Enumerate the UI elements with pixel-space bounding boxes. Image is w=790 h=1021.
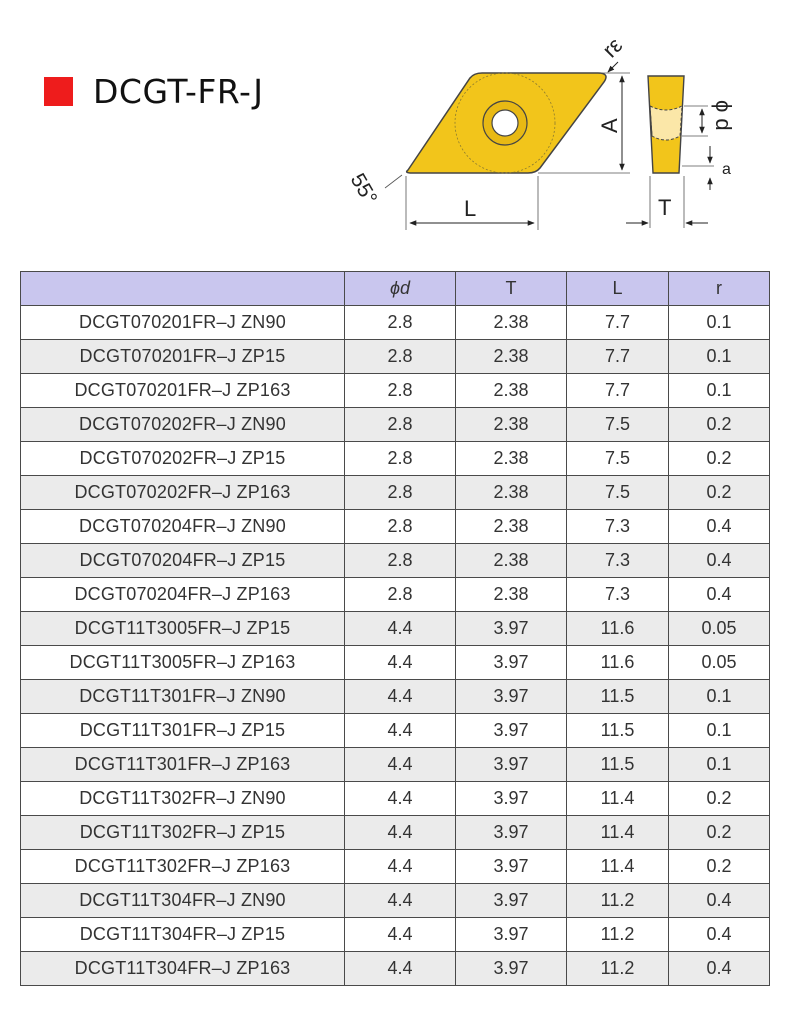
cell-phi-d: 4.4 <box>345 816 456 850</box>
cell-phi-d: 4.4 <box>345 680 456 714</box>
cell-phi-d: 2.8 <box>345 510 456 544</box>
cell-L: 11.5 <box>567 714 669 748</box>
cell-model: DCGT11T302FR–J ZN90 <box>21 782 345 816</box>
cell-phi-d: 2.8 <box>345 544 456 578</box>
cell-model: DCGT11T301FR–J ZN90 <box>21 680 345 714</box>
cell-model: DCGT11T302FR–J ZP15 <box>21 816 345 850</box>
cell-phi-d: 2.8 <box>345 374 456 408</box>
cell-T: 2.38 <box>456 408 567 442</box>
cell-T: 3.97 <box>456 748 567 782</box>
header-T: T <box>456 272 567 306</box>
cell-model: DCGT070201FR–J ZP15 <box>21 340 345 374</box>
cell-r: 0.1 <box>669 374 770 408</box>
cell-L: 7.5 <box>567 408 669 442</box>
label-A: A <box>597 118 622 133</box>
cell-r: 0.4 <box>669 510 770 544</box>
cell-phi-d: 4.4 <box>345 646 456 680</box>
cell-model: DCGT070204FR–J ZP15 <box>21 544 345 578</box>
cell-r: 0.4 <box>669 884 770 918</box>
cell-r: 0.05 <box>669 612 770 646</box>
cell-model: DCGT070204FR–J ZP163 <box>21 578 345 612</box>
label-T: T <box>658 195 672 220</box>
cell-r: 0.1 <box>669 748 770 782</box>
cell-r: 0.1 <box>669 340 770 374</box>
label-angle: 55° <box>345 169 382 209</box>
table-row <box>21 850 770 884</box>
cell-model: DCGT070202FR–J ZP15 <box>21 442 345 476</box>
table-row <box>21 884 770 918</box>
cell-T: 3.97 <box>456 612 567 646</box>
table-row <box>21 952 770 986</box>
table-row <box>21 714 770 748</box>
cell-model: DCGT11T3005FR–J ZP163 <box>21 646 345 680</box>
cell-phi-d: 4.4 <box>345 918 456 952</box>
table-row <box>21 476 770 510</box>
cell-T: 3.97 <box>456 850 567 884</box>
cell-T: 3.97 <box>456 816 567 850</box>
cell-L: 11.5 <box>567 748 669 782</box>
cell-phi-d: 4.4 <box>345 748 456 782</box>
cell-r: 0.2 <box>669 782 770 816</box>
cell-phi-d: 4.4 <box>345 850 456 884</box>
table-header-row <box>21 272 770 306</box>
table-row <box>21 340 770 374</box>
cell-r: 0.4 <box>669 578 770 612</box>
cell-L: 11.4 <box>567 816 669 850</box>
cell-T: 2.38 <box>456 442 567 476</box>
cell-r: 0.4 <box>669 544 770 578</box>
cell-phi-d: 4.4 <box>345 952 456 986</box>
cell-r: 0.05 <box>669 646 770 680</box>
cell-T: 2.38 <box>456 510 567 544</box>
cell-model: DCGT11T3005FR–J ZP15 <box>21 612 345 646</box>
cell-r: 0.2 <box>669 476 770 510</box>
table-row <box>21 578 770 612</box>
label-phi-d: ϕ d <box>711 100 736 131</box>
table-row <box>21 680 770 714</box>
page-title: DCGT-FR-J <box>93 72 264 111</box>
cell-T: 3.97 <box>456 714 567 748</box>
cell-T: 3.97 <box>456 680 567 714</box>
table-row <box>21 816 770 850</box>
cell-phi-d: 2.8 <box>345 442 456 476</box>
cell-T: 3.97 <box>456 952 567 986</box>
cell-T: 3.97 <box>456 884 567 918</box>
cell-phi-d: 4.4 <box>345 782 456 816</box>
cell-r: 0.2 <box>669 850 770 884</box>
cell-r: 0.2 <box>669 408 770 442</box>
cell-phi-d: 2.8 <box>345 306 456 340</box>
table-row <box>21 374 770 408</box>
title-block <box>44 72 263 111</box>
cell-phi-d: 2.8 <box>345 476 456 510</box>
header-model <box>21 272 345 306</box>
cell-T: 2.38 <box>456 374 567 408</box>
table-row <box>21 782 770 816</box>
table-row <box>21 544 770 578</box>
label-r-epsilon: rε <box>597 32 628 63</box>
header-r: r <box>669 272 770 306</box>
cell-T: 2.38 <box>456 476 567 510</box>
cell-T: 2.38 <box>456 544 567 578</box>
cell-L: 11.2 <box>567 918 669 952</box>
insert-hole <box>492 110 518 136</box>
cell-L: 7.3 <box>567 578 669 612</box>
cell-r: 0.2 <box>669 442 770 476</box>
cell-T: 2.38 <box>456 578 567 612</box>
cell-model: DCGT11T301FR–J ZP163 <box>21 748 345 782</box>
cell-r: 0.1 <box>669 680 770 714</box>
cell-L: 7.7 <box>567 306 669 340</box>
cell-phi-d: 4.4 <box>345 714 456 748</box>
cell-r: 0.1 <box>669 306 770 340</box>
cell-r: 0.4 <box>669 952 770 986</box>
label-L: L <box>464 196 477 221</box>
cell-model: DCGT070204FR–J ZN90 <box>21 510 345 544</box>
label-a: a <box>722 161 731 178</box>
cell-model: DCGT11T304FR–J ZN90 <box>21 884 345 918</box>
cell-T: 3.97 <box>456 646 567 680</box>
cell-phi-d: 2.8 <box>345 578 456 612</box>
cell-L: 11.2 <box>567 884 669 918</box>
cell-T: 3.97 <box>456 918 567 952</box>
cell-T: 2.38 <box>456 306 567 340</box>
cell-L: 7.5 <box>567 442 669 476</box>
cell-L: 7.7 <box>567 340 669 374</box>
cell-L: 7.3 <box>567 510 669 544</box>
table-row <box>21 510 770 544</box>
red-square-marker <box>44 77 73 106</box>
cell-phi-d: 4.4 <box>345 612 456 646</box>
cell-T: 2.38 <box>456 340 567 374</box>
cell-phi-d: 2.8 <box>345 408 456 442</box>
cell-L: 11.5 <box>567 680 669 714</box>
cell-L: 11.6 <box>567 646 669 680</box>
cell-r: 0.4 <box>669 918 770 952</box>
cell-model: DCGT11T304FR–J ZP15 <box>21 918 345 952</box>
cell-model: DCGT11T301FR–J ZP15 <box>21 714 345 748</box>
cell-L: 7.5 <box>567 476 669 510</box>
cell-L: 11.2 <box>567 952 669 986</box>
cell-L: 7.3 <box>567 544 669 578</box>
cell-L: 11.6 <box>567 612 669 646</box>
table-row <box>21 408 770 442</box>
table-row <box>21 442 770 476</box>
table-row <box>21 646 770 680</box>
table-row <box>21 748 770 782</box>
cell-model: DCGT11T302FR–J ZP163 <box>21 850 345 884</box>
header-L: L <box>567 272 669 306</box>
insert-drawing <box>330 18 770 238</box>
cell-model: DCGT070202FR–J ZP163 <box>21 476 345 510</box>
cell-phi-d: 2.8 <box>345 340 456 374</box>
table-row <box>21 612 770 646</box>
insert-diagram <box>330 18 770 238</box>
cell-T: 3.97 <box>456 782 567 816</box>
cell-r: 0.2 <box>669 816 770 850</box>
cell-model: DCGT070201FR–J ZP163 <box>21 374 345 408</box>
cell-L: 11.4 <box>567 850 669 884</box>
cell-L: 11.4 <box>567 782 669 816</box>
cell-r: 0.1 <box>669 714 770 748</box>
header-phi-d: ϕd <box>345 272 456 306</box>
table-row <box>21 306 770 340</box>
cell-model: DCGT11T304FR–J ZP163 <box>21 952 345 986</box>
cell-L: 7.7 <box>567 374 669 408</box>
table-row <box>21 918 770 952</box>
cell-phi-d: 4.4 <box>345 884 456 918</box>
spec-table <box>20 271 770 986</box>
cell-model: DCGT070202FR–J ZN90 <box>21 408 345 442</box>
cell-model: DCGT070201FR–J ZN90 <box>21 306 345 340</box>
